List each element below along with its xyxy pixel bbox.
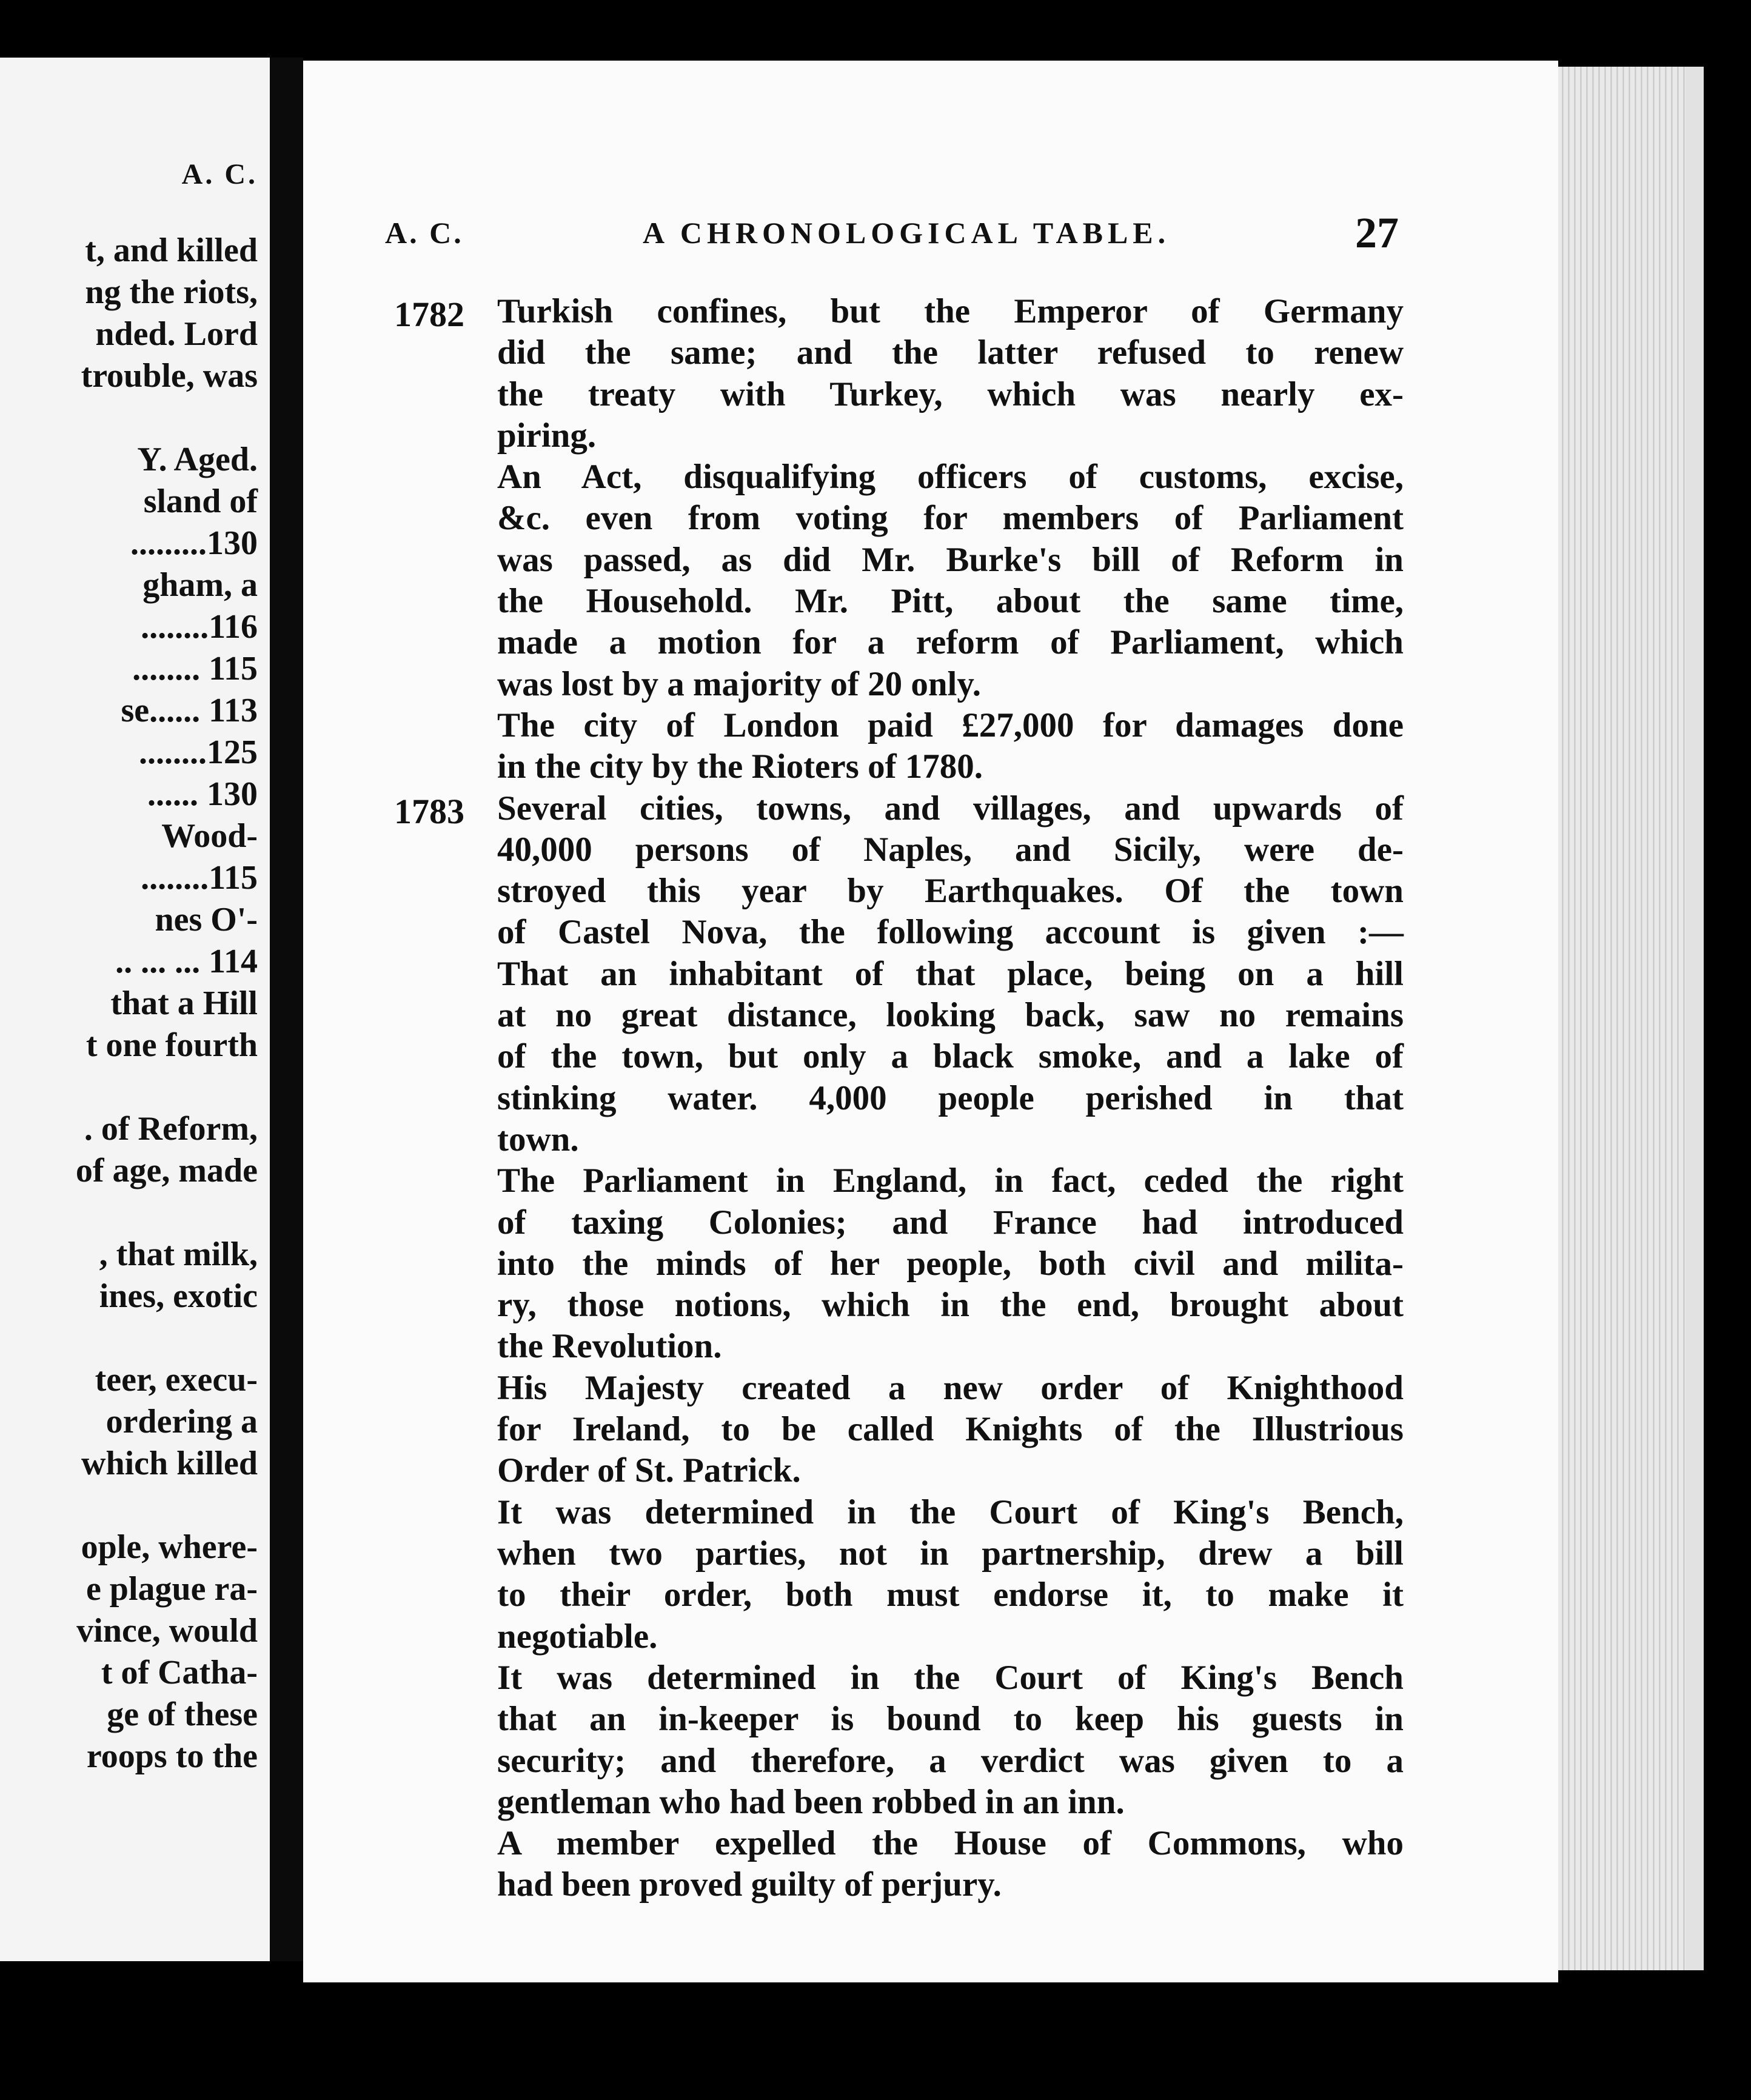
left-page-line: which killed	[81, 1445, 258, 1482]
left-page-line: ........ 115	[132, 650, 258, 687]
entry-text-line: did the same; and the latter refused to renew	[497, 333, 1404, 372]
entry-text-line: It was determined in the Court of King's Bench	[497, 1659, 1404, 1697]
entry-text-line: in the city by the Rioters of 1780.	[497, 747, 983, 786]
left-page-line: vince, would	[76, 1612, 258, 1650]
entry-text-line: Order of St. Patrick.	[497, 1451, 801, 1490]
right-page	[303, 61, 1558, 1982]
left-page-line: . of Reform,	[84, 1110, 258, 1148]
left-page-header: A. C.	[181, 158, 258, 190]
left-page-line: ........125	[139, 734, 258, 771]
entry-text-line: of the town, but only a black smoke, and a lake of	[497, 1037, 1404, 1075]
entry-text-line: to their order, both must endorse it, to make it	[497, 1576, 1404, 1614]
entry-text-line: into the minds of her people, both civil and milita-	[497, 1245, 1404, 1283]
left-page-line: t of Catha-	[101, 1654, 258, 1691]
entry-text-line: was lost by a majority of 20 only.	[497, 665, 981, 703]
entry-text-line: Turkish confines, but the Emperor of Germany	[497, 292, 1404, 330]
entry-text-line: An Act, disqualifying officers of customs, excise,	[497, 458, 1404, 496]
entry-text-line: The Parliament in England, in fact, ceded the right	[497, 1162, 1404, 1200]
left-page-line: of age, made	[75, 1152, 258, 1189]
left-page-line: .........130	[130, 524, 258, 562]
entry-text-line: stinking water. 4,000 people perished in that	[497, 1079, 1404, 1117]
page-edges-outer	[1686, 67, 1704, 1970]
left-page-line: Y. Aged.	[137, 441, 258, 478]
left-page-line: ordering a	[105, 1403, 258, 1440]
entry-text-line: had been proved guilty of perjury.	[497, 1865, 1002, 1904]
entry-text-line: town.	[497, 1120, 579, 1159]
entry-text-line: His Majesty created a new order of Knighthood	[497, 1369, 1404, 1407]
left-page-line: that a Hill	[110, 985, 258, 1022]
left-page-line: .. ... ... 114	[115, 943, 258, 980]
left-page-line: trouble, was	[81, 357, 258, 395]
left-page-line: t, and killed	[85, 232, 258, 269]
left-facing-page	[0, 58, 270, 1961]
left-page-line: teer, execu-	[95, 1361, 258, 1399]
left-page-line: ines, exotic	[99, 1277, 258, 1315]
running-header	[303, 209, 1558, 264]
entry-text-line: was passed, as did Mr. Burke's bill of Reform in	[497, 541, 1404, 579]
left-page-line: ........115	[141, 859, 258, 897]
entry-text-line: Several cities, towns, and villages, and upwards of	[497, 789, 1404, 828]
left-page-line: se...... 113	[121, 692, 258, 729]
entry-text-line: The city of London paid £27,000 for damages done	[497, 706, 1404, 744]
entry-text-line: stroyed this year by Earthquakes. Of the town	[497, 872, 1404, 910]
entry-text-line: ry, those notions, which in the end, brought about	[497, 1286, 1404, 1324]
entry-text-line: piring.	[497, 416, 597, 455]
entry-text-line: when two parties, not in partnership, drew a bill	[497, 1534, 1404, 1573]
entry-text-line: that an in-keeper is bound to keep his guests in	[497, 1700, 1404, 1738]
header-era: A. C.	[385, 216, 464, 250]
left-page-line: Wood-	[161, 817, 258, 855]
entry-text-line: negotiable.	[497, 1617, 658, 1656]
left-page-line: e plague ra-	[85, 1570, 258, 1608]
left-page-line: , that milk,	[99, 1236, 258, 1273]
left-page-line: gham, a	[142, 566, 258, 604]
entry-text-line: the Household. Mr. Pitt, about the same time,	[497, 582, 1404, 620]
entry-text-line: 40,000 persons of Naples, and Sicily, were de-	[497, 831, 1404, 869]
left-page-line: ople, where-	[81, 1528, 258, 1566]
entry-text-line: It was determined in the Court of King's Bench,	[497, 1493, 1404, 1531]
entry-text-line: at no great distance, looking back, saw no remains	[497, 996, 1404, 1034]
left-page-line: ........116	[141, 608, 258, 646]
entry-text-line: of taxing Colonies; and France had introduced	[497, 1203, 1404, 1242]
left-page-line: ng the riots,	[85, 273, 258, 311]
entry-text-line: the Revolution.	[497, 1327, 722, 1365]
left-page-line: ge of these	[107, 1696, 258, 1733]
entry-text-line: gentleman who had been robbed in an inn.	[497, 1783, 1125, 1821]
entry-text-line: the treaty with Turkey, which was nearly ex-	[497, 375, 1404, 413]
left-page-line: roops to the	[86, 1737, 258, 1775]
entry-text-line: security; and therefore, a verdict was given to a	[497, 1742, 1404, 1780]
entry-year: 1782	[394, 295, 464, 334]
left-page-line: ...... 130	[147, 775, 258, 813]
entry-text-line: made a motion for a reform of Parliament, which	[497, 623, 1404, 661]
left-page-line: nded. Lord	[95, 315, 258, 353]
entry-year: 1783	[394, 791, 464, 831]
page-number: 27	[1355, 209, 1399, 257]
page-edges	[1558, 67, 1686, 1970]
entry-text-line: of Castel Nova, the following account is given :—	[497, 913, 1404, 951]
entry-text-line: A member expelled the House of Commons, who	[497, 1824, 1404, 1862]
header-title: A CHRONOLOGICAL TABLE.	[643, 216, 1171, 250]
entry-text-line: That an inhabitant of that place, being on a hill	[497, 955, 1404, 993]
left-page-line: t one fourth	[85, 1026, 258, 1064]
book-gutter	[270, 58, 303, 1961]
left-page-line: sland of	[143, 483, 258, 520]
entry-text-line: for Ireland, to be called Knights of the Illustrious	[497, 1410, 1404, 1448]
entry-text-line: &c. even from voting for members of Parliament	[497, 499, 1404, 537]
left-page-line: nes O'-	[155, 901, 258, 938]
